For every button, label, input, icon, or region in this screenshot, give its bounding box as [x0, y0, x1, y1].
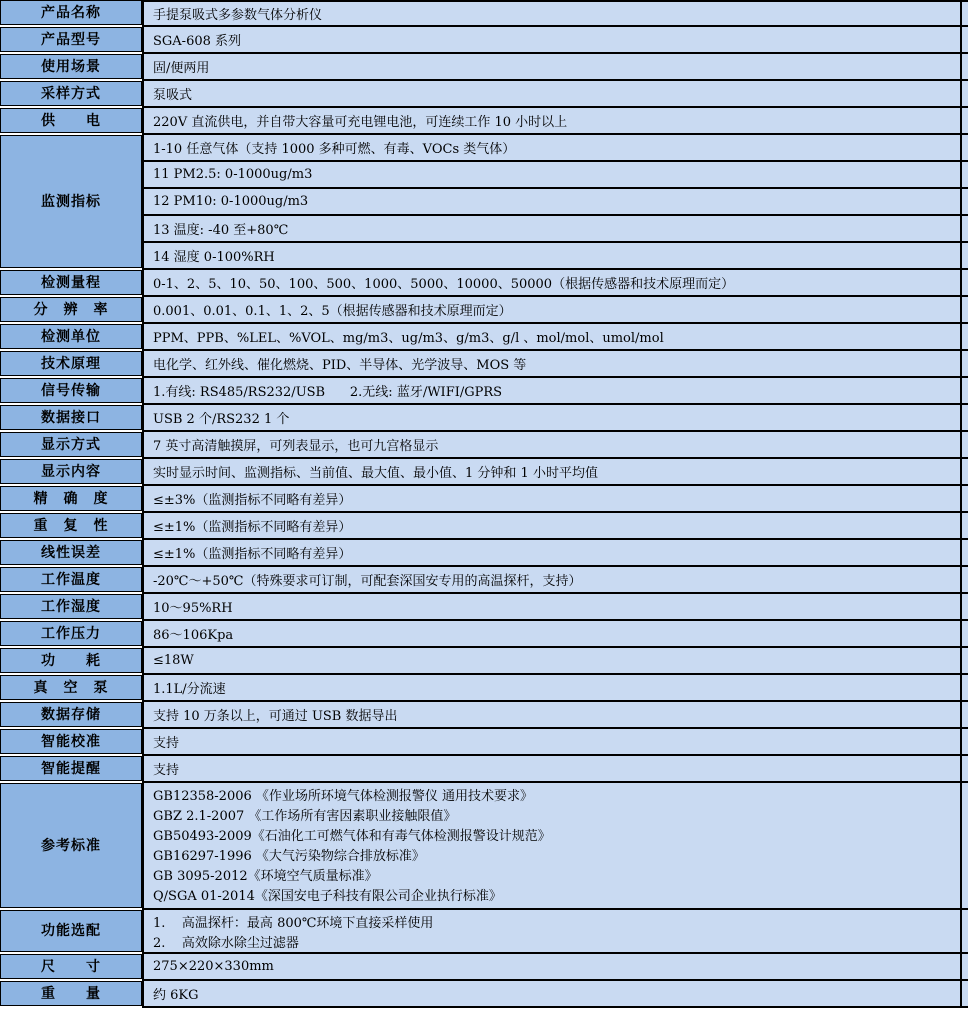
row-label: 检测单位	[0, 324, 142, 349]
row-value: 7 英寸高清触摸屏，可列表显示，也可九宫格显示	[142, 432, 968, 459]
spec-row-smart-reminder	[0, 756, 968, 783]
row-value: 0.001、0.01、0.1、1、2、5（根据传感器和技术原理而定）	[142, 297, 968, 324]
row-label: 供 电	[0, 108, 142, 133]
standard-line: GB50493-2009《石油化工可燃气体和有毒气体检测报警设计规范》	[153, 829, 551, 844]
row-label: 功能选配	[0, 910, 142, 952]
row-label: 显示内容	[0, 459, 142, 484]
monitor-subrow: 12 PM10: 0-1000ug/m3	[144, 189, 968, 216]
row-label: 工作湿度	[0, 594, 142, 619]
spec-row-display-content	[0, 459, 968, 486]
monitor-subrow: 14 湿度 0-100%RH	[153, 250, 275, 265]
row-label: 使用场景	[0, 54, 142, 79]
spec-row-technical-principle	[0, 351, 968, 378]
spec-row-linearity-error	[0, 540, 968, 567]
row-label: 数据存储	[0, 702, 142, 727]
standard-line: GB12358-2006 《作业场所环境气体检测报警仪 通用技术要求》	[153, 789, 534, 804]
spec-row-power-supply	[0, 108, 968, 135]
row-value: 支持	[142, 756, 968, 783]
monitor-subrow: 13 温度: -40 至+80℃	[144, 216, 968, 243]
row-value: SGA-608 系列	[142, 27, 968, 54]
row-label: 采样方式	[0, 81, 142, 106]
spec-row-repeatability	[0, 513, 968, 540]
row-value: 220V 直流供电，并自带大容量可充电锂电池，可连续工作 10 小时以上	[142, 108, 968, 135]
row-label: 信号传输	[0, 378, 142, 403]
spec-row-monitoring-indicators	[0, 135, 968, 270]
spec-row-resolution	[0, 297, 968, 324]
standard-line: GB 3095-2012《环境空气质量标准》	[153, 869, 378, 884]
spec-row-product-model	[0, 27, 968, 54]
row-value: 手提泵吸式多参数气体分析仪	[142, 0, 968, 27]
spec-row-optional-functions	[0, 910, 968, 954]
row-label: 数据接口	[0, 405, 142, 430]
spec-row-weight	[0, 981, 968, 1008]
spec-row-signal-transmission	[0, 378, 968, 405]
row-label: 智能校准	[0, 729, 142, 754]
row-value: 约 6KG	[142, 981, 968, 1008]
row-label: 显示方式	[0, 432, 142, 457]
spec-row-reference-standards	[0, 783, 968, 910]
row-value: 泵吸式	[142, 81, 968, 108]
row-label: 工作温度	[0, 567, 142, 592]
row-label: 智能提醒	[0, 756, 142, 781]
row-value: 实时显示时间、监测指标、当前值、最大值、最小值、1 分钟和 1 小时平均值	[142, 459, 968, 486]
row-label: 检测量程	[0, 270, 142, 295]
row-label: 技术原理	[0, 351, 142, 376]
row-label: 参考标准	[0, 783, 142, 908]
row-label: 功 耗	[0, 648, 142, 673]
spec-row-sampling-method	[0, 81, 968, 108]
option-line: 1. 高温探杆：最高 800℃环境下直接采样使用	[153, 916, 434, 931]
row-value: ≤±3%（监测指标不同略有差异）	[142, 486, 968, 513]
row-value: -20℃～+50℃（特殊要求可订制，可配套深国安专用的高温探杆，支持）	[142, 567, 968, 594]
row-value: 0-1、2、5、10、50、100、500、1000、5000、10000、50000（根据传感器和技术原理而定）	[142, 270, 968, 297]
row-value: ≤18W	[142, 648, 968, 675]
monitor-subrow: 1-10 任意气体（支持 1000 多种可燃、有毒、VOCs 类气体）	[144, 135, 968, 162]
standard-line: GBZ 2.1-2007 《工作场所有害因素职业接触限值》	[153, 809, 457, 824]
row-value: 10～95%RH	[142, 594, 968, 621]
spec-row-detection-units	[0, 324, 968, 351]
row-value: USB 2 个/RS232 1 个	[142, 405, 968, 432]
table-right-border	[960, 0, 962, 1006]
spec-row-usage-scenario	[0, 54, 968, 81]
row-label: 真 空 泵	[0, 675, 142, 700]
spec-row-power-consumption	[0, 648, 968, 675]
spec-row-working-humidity	[0, 594, 968, 621]
row-value: ≤±1%（监测指标不同略有差异）	[142, 513, 968, 540]
spec-row-vacuum-pump	[0, 675, 968, 702]
row-label: 产品名称	[0, 0, 142, 25]
row-label: 重 量	[0, 981, 142, 1006]
row-label: 精 确 度	[0, 486, 142, 511]
row-value: PPM、PPB、%LEL、%VOL、mg/m3、ug/m3、g/m3、g/l 、mol/mol、umol/mol	[142, 324, 968, 351]
row-value: ≤±1%（监测指标不同略有差异）	[142, 540, 968, 567]
spec-row-smart-calibration	[0, 729, 968, 756]
row-label: 监测指标	[0, 135, 142, 268]
spec-row-product-name	[0, 0, 968, 27]
row-value: 电化学、红外线、催化燃烧、PID、半导体、光学波导、MOS 等	[142, 351, 968, 378]
row-label: 工作压力	[0, 621, 142, 646]
spec-row-data-storage	[0, 702, 968, 729]
row-value: 支持 10 万条以上，可通过 USB 数据导出	[142, 702, 968, 729]
row-value: 支持	[142, 729, 968, 756]
row-value: 1.1L/分流速	[142, 675, 968, 702]
spec-row-data-interface	[0, 405, 968, 432]
row-label: 分 辨 率	[0, 297, 142, 322]
row-label: 产品型号	[0, 27, 142, 52]
row-value: 275×220×330mm	[142, 954, 968, 981]
row-value: 1.有线: RS485/RS232/USB 2.无线: 蓝牙/WIFI/GPRS	[142, 378, 968, 405]
spec-row-working-temperature	[0, 567, 968, 594]
spec-row-dimensions	[0, 954, 968, 981]
spec-row-accuracy	[0, 486, 968, 513]
option-line: 2. 高效除水除尘过滤器	[153, 936, 299, 951]
row-value: 固/便两用	[142, 54, 968, 81]
row-label: 重 复 性	[0, 513, 142, 538]
row-value: 86～106Kpa	[142, 621, 968, 648]
standard-line: GB16297-1996 《大气污染物综合排放标准》	[153, 849, 425, 864]
monitor-subrow: 11 PM2.5: 0-1000ug/m3	[144, 162, 968, 189]
spec-row-working-pressure	[0, 621, 968, 648]
row-label: 尺 寸	[0, 954, 142, 979]
row-label: 线性误差	[0, 540, 142, 565]
standard-line: Q/SGA 01-2014《深国安电子科技有限公司企业执行标准》	[153, 889, 502, 904]
spec-row-display-mode	[0, 432, 968, 459]
spec-row-detection-range	[0, 270, 968, 297]
